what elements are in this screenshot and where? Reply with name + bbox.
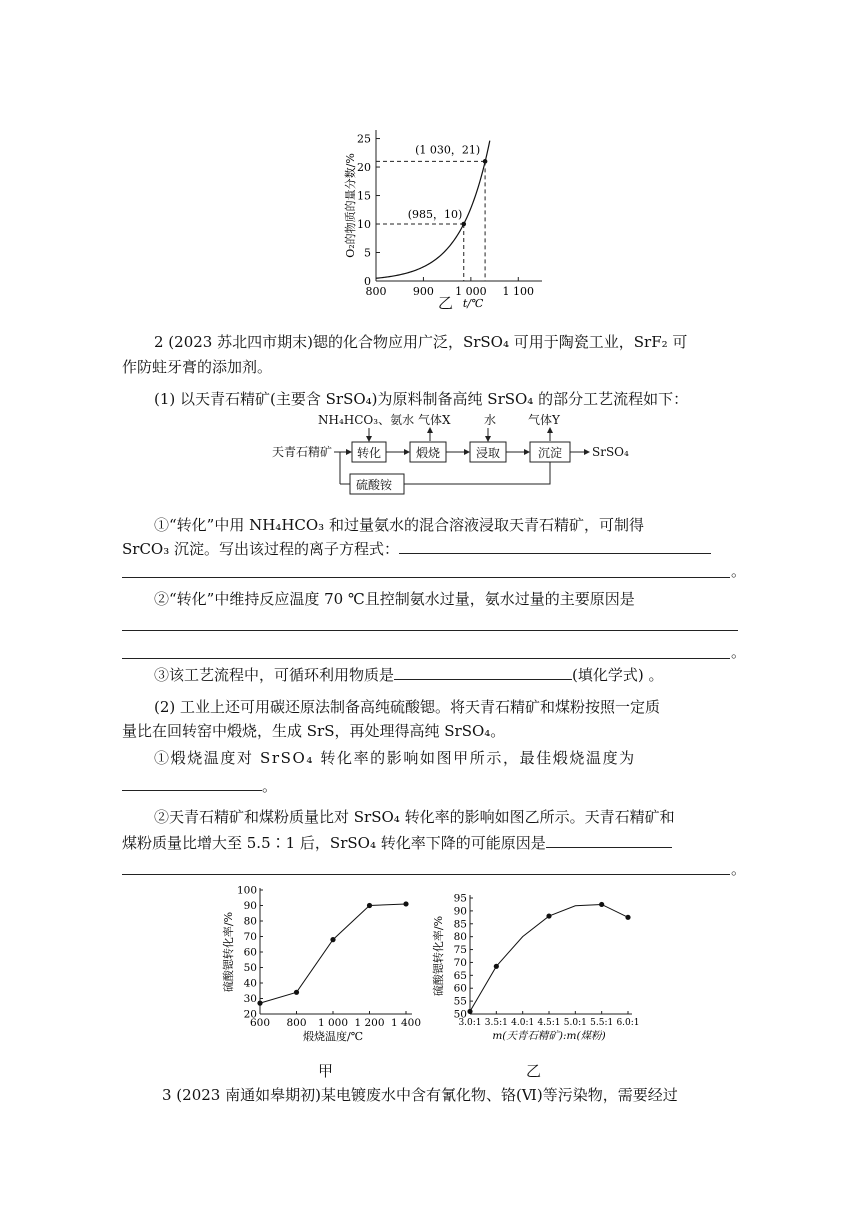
y-tick-label: 30 (243, 993, 257, 1005)
answer-blank-3[interactable] (394, 664, 572, 680)
flow-input-label: 天青石精矿 (272, 445, 333, 459)
o2-fraction-chart (330, 118, 560, 318)
q2-sub3-suffix: (填化学式) 。 (572, 666, 664, 684)
x-tick-label: 800 (365, 285, 387, 298)
y-tick-label: 40 (243, 977, 257, 990)
y-tick-label: 25 (357, 132, 371, 146)
q2-intro-line2: 作防蛀牙膏的添加剂。 (122, 358, 273, 376)
x-tick-label: 1 000 (317, 1017, 349, 1029)
process-flow-diagram (270, 410, 640, 502)
end-mark-1: 。 (731, 562, 747, 580)
y-tick-label: 100 (236, 884, 257, 897)
q2-part2-sub2-line1: ②天青石精矿和煤粉质量比对 SrSO₄ 转化率的影响如图乙所示。天青石精矿和 (154, 808, 675, 826)
data-point (403, 901, 408, 906)
y-tick-label: 20 (357, 161, 371, 175)
q2-sub1-text: SrCO₃ 沉淀。写出该过程的离子方程式： (122, 540, 400, 558)
data-point (461, 222, 466, 227)
flow-box1-text: 转化 (357, 446, 382, 460)
x-axis-label: m(天青石精矿):m(煤粉) (492, 1030, 606, 1042)
q2-intro-line1: 2 (2023 苏北四市期末)锶的化合物应用广泛，SrSO₄ 可用于陶瓷工业，SrF₂ 可 (154, 333, 688, 351)
answer-blank-1b[interactable] (122, 576, 730, 578)
q2-part1-text: (1) 以天青石精矿(主要含 SrSO₄)为原料制备高纯 SrSO₄ 的部分工艺流程如下： (154, 390, 689, 408)
flow-output-label: SrSO₄ (592, 445, 629, 459)
y-tick-label: 50 (453, 1008, 467, 1021)
q2-sub3-text: ③该工艺流程中，可循环利用物质是 (154, 666, 395, 684)
x-tick-label: 4.0:1 (511, 1018, 535, 1028)
x-tick-label: 6.0:1 (616, 1018, 640, 1028)
end-mark-2: 。 (731, 643, 747, 661)
x-tick-label: 4.5:1 (537, 1018, 561, 1028)
point-label: (985，10) (407, 208, 463, 222)
answer-blank-2b[interactable] (122, 657, 730, 659)
y-tick-label: 55 (453, 995, 467, 1008)
end-mark-5: 。 (731, 860, 747, 878)
point-label: (1 030，21) (415, 143, 481, 157)
x-tick-label: 3.5:1 (484, 1018, 508, 1028)
y-tick-label: 0 (364, 275, 371, 288)
data-point (625, 915, 630, 920)
q2-part2-sub2-line2 (122, 832, 742, 854)
data-point (330, 937, 335, 942)
y-tick-label: 75 (453, 944, 467, 957)
q3-line: 3 (2023 南通如皋期初)某电镀废水中含有氰化物、铬(Ⅵ)等污染物，需要经过 (162, 1086, 678, 1104)
q2-sub1-line2 (122, 538, 742, 560)
series-line (470, 904, 628, 1011)
chart-jia (222, 882, 427, 1052)
data-point (367, 903, 372, 908)
y-tick-label: 80 (243, 915, 257, 928)
x-tick-label: 1 400 (390, 1017, 422, 1029)
flow-box3-text: 浸取 (476, 446, 501, 460)
x-tick-label: 5.0:1 (563, 1018, 587, 1028)
y-tick-label: 10 (357, 218, 371, 232)
y-tick-label: 90 (453, 905, 467, 918)
chart-yi-caption: 乙 (526, 1062, 542, 1080)
data-point (494, 964, 499, 969)
q2-part2-line1: (2) 工业上还可用碳还原法制备高纯硫酸锶。将天青石精矿和煤粉按照一定质 (154, 698, 661, 716)
flow-reagent-label: NH₄HCO₃、氨水 (318, 413, 415, 427)
y-tick-label: 85 (453, 918, 467, 931)
x-axis-label: t/℃ (462, 297, 484, 310)
top-figure-caption: 乙 (438, 294, 454, 312)
data-point (599, 902, 604, 907)
flow-box4-text: 沉淀 (538, 446, 563, 460)
end-mark-4: 。 (262, 777, 278, 795)
answer-blank-1[interactable] (399, 538, 711, 554)
y-tick-label: 70 (453, 956, 467, 969)
y-tick-label: 65 (453, 969, 467, 982)
y-tick-label: 90 (243, 900, 257, 912)
x-tick-label: 600 (249, 1017, 271, 1029)
flow-gas-y-label: 气体Y (528, 413, 560, 427)
q2-part2-sub2-text: 煤粉质量比增大至 5.5∶1 后，SrSO₄ 转化率下降的可能原因是 (122, 834, 546, 852)
x-tick-label: 1 200 (354, 1017, 385, 1029)
y-axis-label: O₂的物质的量分数/% (344, 153, 357, 258)
q2-sub3-line (122, 664, 774, 686)
answer-blank-5[interactable] (546, 832, 672, 848)
x-tick-label: 3.0:1 (458, 1018, 482, 1028)
y-axis-label: 硫酸锶转化率/% (222, 911, 235, 993)
data-point (546, 913, 551, 918)
x-axis-label: 煅烧温度/℃ (302, 1030, 364, 1043)
x-tick-label: 1 100 (502, 285, 535, 298)
flow-box2-text: 煅烧 (416, 446, 441, 460)
flow-water-label: 水 (484, 413, 497, 427)
x-tick-label: 1 000 (455, 285, 487, 298)
flow-recycle-text: 硫酸铵 (356, 478, 393, 492)
q2-part2-line2: 量比在回转窑中煅烧，生成 SrS，再处理得高纯 SrSO₄。 (122, 722, 506, 740)
y-tick-label: 70 (243, 931, 257, 943)
y-tick-label: 95 (453, 892, 467, 905)
answer-blank-5b[interactable] (122, 873, 730, 875)
y-tick-label: 60 (243, 946, 257, 959)
y-tick-label: 80 (453, 931, 467, 944)
x-tick-label: 800 (286, 1017, 307, 1029)
data-point (294, 990, 299, 995)
flow-gas-x-label: 气体X (418, 413, 451, 427)
data-point (483, 159, 488, 164)
data-point (257, 1001, 262, 1006)
x-tick-label: 900 (412, 285, 434, 298)
y-tick-label: 60 (453, 982, 467, 995)
x-tick-label: 5.5:1 (590, 1018, 614, 1028)
series-line (260, 904, 406, 1003)
q2-sub2-line: ②“转化”中维持反应温度 70 ℃且控制氨水过量，氨水过量的主要原因是 (154, 590, 635, 608)
y-tick-label: 20 (243, 1008, 257, 1021)
data-point (467, 1009, 472, 1014)
y-tick-label: 15 (357, 189, 371, 203)
q2-part2-sub1-blank-line (122, 775, 742, 797)
q2-part2-sub1: ①煅烧温度对 SrSO₄ 转化率的影响如图甲所示，最佳煅烧温度为 (154, 749, 636, 767)
chart-yi (432, 890, 642, 1055)
y-axis-label: 硫酸锶转化率/% (432, 915, 445, 997)
y-tick-label: 5 (364, 246, 371, 260)
chart-jia-caption: 甲 (318, 1062, 334, 1080)
answer-blank-2a[interactable] (122, 629, 738, 631)
answer-blank-4[interactable] (122, 775, 262, 791)
y-tick-label: 50 (243, 962, 257, 974)
q2-sub1-line1: ①“转化”中用 NH₄HCO₃ 和过量氨水的混合溶液浸取天青石精矿，可制得 (154, 516, 644, 534)
